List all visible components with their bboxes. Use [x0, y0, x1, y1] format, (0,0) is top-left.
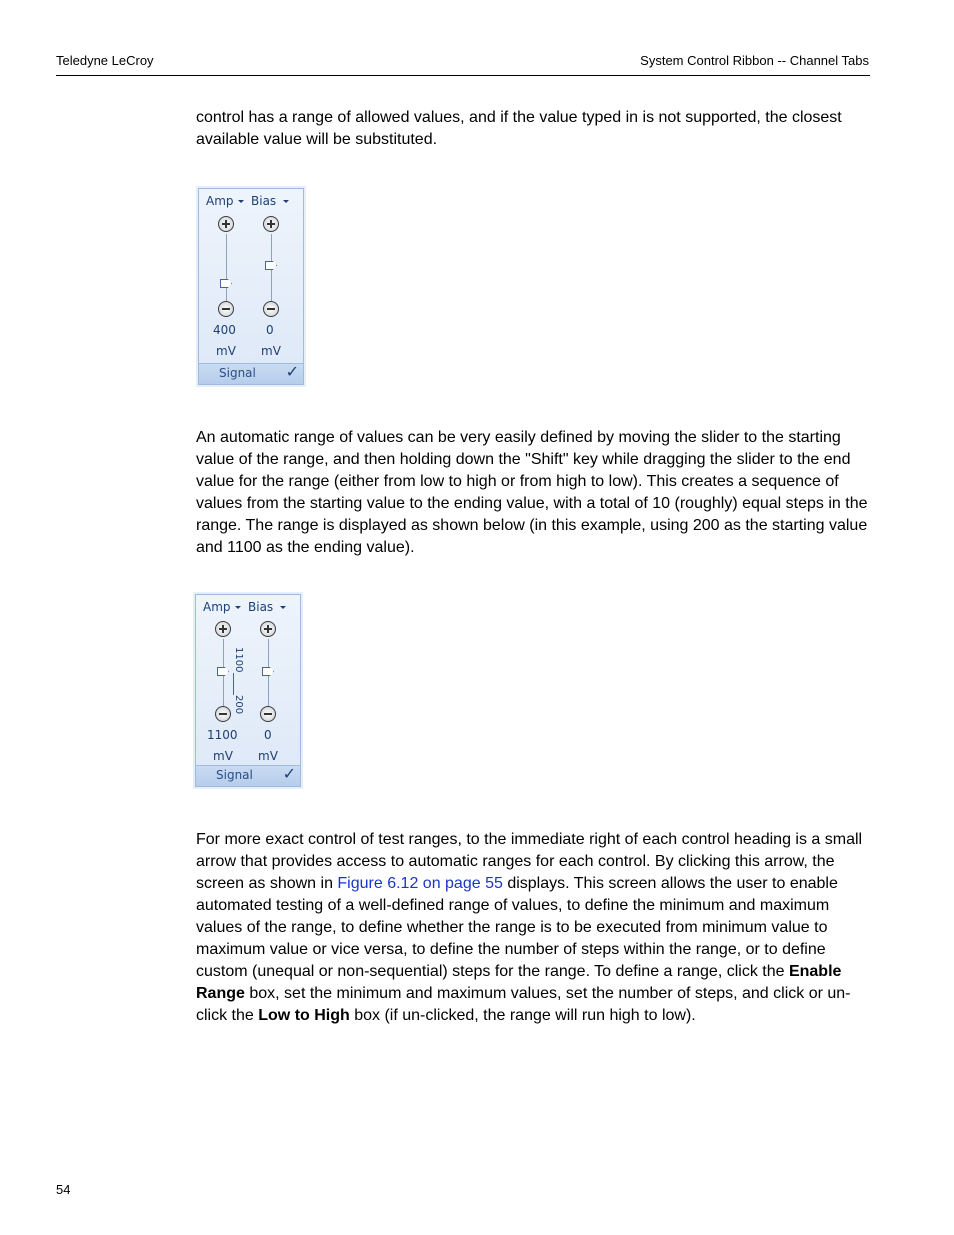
bias-minus-icon[interactable]	[260, 706, 276, 722]
bias-slider-thumb[interactable]	[262, 667, 274, 676]
enable-range-term: Enable Range	[196, 963, 842, 1002]
bias-dropdown-icon[interactable]	[283, 200, 289, 203]
range-high-label: 1100	[233, 647, 244, 673]
paragraph-3-text-c: box, set the minimum and maximum values, set the number of steps, and click or un-click the	[196, 985, 851, 1024]
signal-panel-1	[198, 188, 304, 385]
amp-value: 1100	[207, 728, 238, 742]
signal-group-label: Signal	[216, 768, 253, 782]
amp-dropdown-icon[interactable]	[235, 606, 241, 609]
amp-minus-icon[interactable]	[218, 301, 234, 317]
range-indicator	[233, 673, 234, 695]
bias-unit: mV	[258, 749, 278, 763]
bias-plus-icon[interactable]	[260, 621, 276, 637]
amp-value: 400	[213, 323, 236, 337]
panel-footer	[199, 363, 303, 384]
amp-label[interactable]: Amp	[206, 194, 234, 208]
checkmark-icon[interactable]: ✓	[282, 764, 296, 783]
bias-value: 0	[264, 728, 272, 742]
bias-label[interactable]: Bias	[251, 194, 277, 208]
paragraph-3-text-a: For more exact control of test ranges, to the immediate right of each control heading is a small arrow that provides access to automatic ranges for each control. By clicking this arrow, the screen as shown in	[196, 831, 863, 892]
paragraph-3	[196, 829, 870, 1027]
panel-footer	[196, 765, 300, 786]
header-left: Teledyne LeCroy	[56, 53, 154, 68]
bias-value: 0	[266, 323, 274, 337]
paragraph-3-text-b: displays. This screen allows the user to enable automated testing of a well-defined range of values, to define the minimum and maximum values of the range, to define whether the range is to be executed from minimum value to maximum value or vice versa, to define the number of steps within the range, or to define custom (unequal or non-sequential) steps for the range. To define a range, click the	[196, 875, 838, 980]
amp-dropdown-icon[interactable]	[238, 200, 244, 203]
bias-unit: mV	[261, 344, 281, 358]
amp-label[interactable]: Amp	[203, 600, 231, 614]
figure-link[interactable]: Figure 6.12 on page 55	[337, 875, 503, 892]
amp-unit: mV	[213, 749, 233, 763]
amp-slider-thumb[interactable]	[217, 667, 229, 676]
signal-panel-2	[195, 594, 301, 787]
low-to-high-term: Low to High	[258, 1007, 350, 1024]
paragraph-3-text-d: box (if un-clicked, the range will run high to low).	[349, 1007, 696, 1024]
range-low-label: 200	[233, 695, 244, 715]
amp-plus-icon[interactable]	[218, 216, 234, 232]
bias-plus-icon[interactable]	[263, 216, 279, 232]
header-rule	[56, 75, 870, 76]
amp-unit: mV	[216, 344, 236, 358]
page-number: 54	[56, 1182, 71, 1197]
paragraph-2: An automatic range of values can be very easily defined by moving the slider to the starting value of the range, and then holding down the "Shift" key while dragging the slider to the end value for the range (either from low to high or from high to low). This creates a sequence of values from the starting value to the ending value, with a total of 10 (roughly) equal steps in the range. The range is displayed as shown below (in this example, using 200 as the starting value and 1100 as the ending value).	[196, 429, 868, 556]
checkmark-icon[interactable]: ✓	[285, 362, 299, 381]
paragraph-1: control has a range of allowed values, and if the value typed in is not supported, the closest available value will be substituted.	[196, 109, 842, 148]
amp-slider-track[interactable]	[226, 234, 227, 301]
bias-minus-icon[interactable]	[263, 301, 279, 317]
signal-group-label: Signal	[219, 366, 256, 380]
bias-slider-thumb[interactable]	[265, 261, 277, 270]
amp-plus-icon[interactable]	[215, 621, 231, 637]
header-right: System Control Ribbon -- Channel Tabs	[640, 53, 869, 68]
bias-dropdown-icon[interactable]	[280, 606, 286, 609]
amp-minus-icon[interactable]	[215, 706, 231, 722]
amp-slider-thumb[interactable]	[220, 279, 232, 288]
bias-label[interactable]: Bias	[248, 600, 274, 614]
